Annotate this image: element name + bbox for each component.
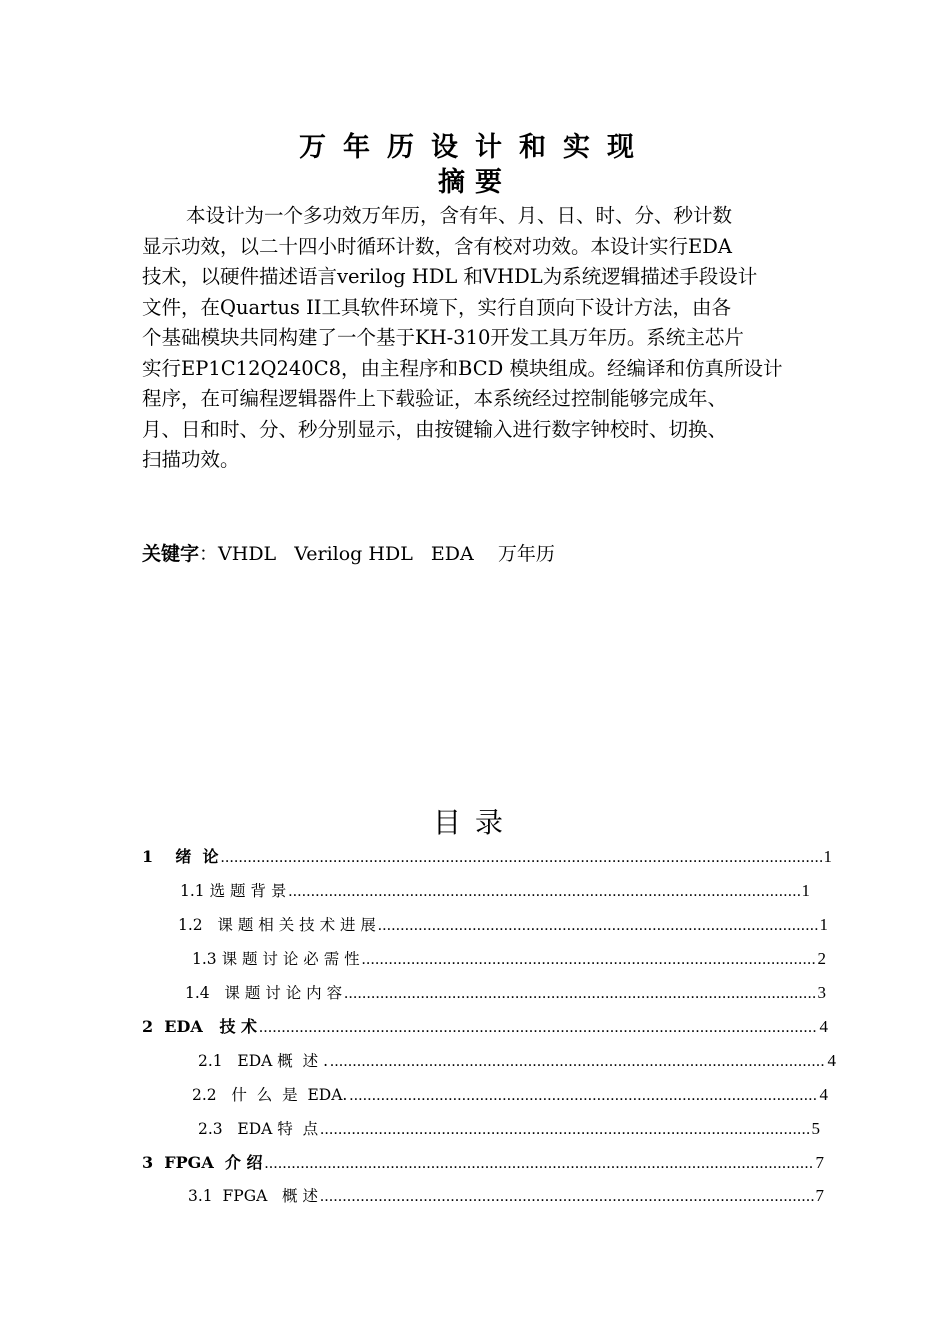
toc-entry[interactable]	[178, 911, 828, 939]
toc-entry-page: 4	[819, 1085, 828, 1104]
keywords-line	[142, 539, 555, 569]
toc-entry-label: 1.1 选 题 背 景	[180, 882, 287, 900]
toc-entry-page: 3	[817, 983, 826, 1002]
toc-entry-page: 1	[819, 915, 828, 934]
toc-leader-dots	[288, 878, 799, 906]
toc-title: 目录	[432, 806, 517, 839]
toc-entry-label: 1.4 课 题 讨 论 内 容	[185, 984, 343, 1002]
toc-entry[interactable]	[180, 877, 810, 905]
toc-entry-page: 7	[815, 1186, 824, 1205]
toc-leader-dots	[344, 980, 815, 1008]
toc-entry-page: 1	[823, 847, 832, 866]
toc-entry[interactable]	[198, 1047, 836, 1075]
toc-leader-dots	[264, 1150, 813, 1178]
toc-leader-dots	[330, 1048, 825, 1076]
toc-entry-label: 2.3 EDA 特 点	[198, 1120, 319, 1138]
toc-leader-dots	[362, 946, 816, 974]
toc-entry-label: 2.1 EDA 概 述 .	[198, 1052, 329, 1070]
toc-entry[interactable]	[142, 1149, 824, 1177]
toc-entry-label: 3 FPGA 介 绍	[142, 1153, 263, 1172]
abstract-line: 扫描功效。	[142, 448, 240, 471]
toc-entry[interactable]	[188, 1182, 824, 1210]
toc-entry-label: 2 EDA 技 术	[142, 1017, 258, 1036]
document-title: 万年历设计和实现	[299, 132, 651, 163]
toc-entry-label: 1 绪 论	[142, 847, 219, 866]
toc-entry[interactable]	[192, 945, 826, 973]
toc-entry-label: 1.2 课 题 相 关 技 术 进 展	[178, 916, 376, 934]
toc-entry-page: 5	[811, 1119, 820, 1138]
toc-entry-label: 3.1 FPGA 概 述	[188, 1187, 318, 1205]
toc-entry-page: 1	[801, 881, 810, 900]
toc-entry-page: 4	[819, 1017, 828, 1036]
toc-entry[interactable]	[142, 1013, 828, 1041]
toc-leader-dots	[320, 1116, 809, 1144]
toc-entry-label: 1.3 课 题 讨 论 必 需 性	[192, 950, 360, 968]
abstract-line: 月、日和时、分、秒分别显示，由按键输入进行数字钟校时、切换、	[142, 417, 728, 441]
toc-entry-label: 2.2 什 么 是 EDA.	[192, 1086, 348, 1104]
toc-entry[interactable]	[192, 1081, 828, 1109]
toc-leader-dots	[378, 912, 818, 940]
toc-entry[interactable]	[198, 1115, 820, 1143]
toc-entry[interactable]	[142, 843, 832, 871]
toc-leader-dots	[259, 1014, 817, 1042]
abstract-line: 个基础模块共同构建了一个基于KH-310开发工具万年历。系统主芯片	[142, 326, 744, 349]
abstract-body	[142, 201, 842, 476]
abstract-line: 程序，在可编程逻辑器件上下载验证，本系统经过控制能够完成年、	[142, 387, 728, 410]
abstract-line: 实行EP1C12Q240C8，由主程序和BCD 模块组成。经编译和仿真所设计	[142, 356, 783, 380]
toc-entry[interactable]	[185, 979, 826, 1007]
keywords-separator: ：	[199, 543, 219, 565]
abstract-heading: 摘要	[438, 167, 512, 198]
abstract-line: 文件，在Quartus II工具软件环境下，实行自顶向下设计方法，由各	[142, 295, 731, 319]
toc-leader-dots	[221, 844, 822, 872]
toc-entry-page: 4	[827, 1051, 836, 1070]
toc-entry-page: 7	[815, 1153, 824, 1172]
keywords-values: VHDL Verilog HDL EDA 万年历	[218, 543, 555, 565]
keywords-label: 关键字	[142, 543, 200, 565]
toc-leader-dots	[349, 1082, 817, 1110]
abstract-line: 显示功效，以二十四小时循环计数，含有校对功效。本设计实行EDA	[142, 234, 732, 258]
toc-entry-page: 2	[817, 949, 826, 968]
abstract-line: 技术，以硬件描述语言verilog HDL 和VHDL为系统逻辑描述手段设计	[142, 265, 758, 288]
toc-leader-dots	[320, 1183, 814, 1211]
abstract-line: 本设计为一个多功效万年历，含有年、月、日、时、分、秒计数	[186, 204, 733, 227]
